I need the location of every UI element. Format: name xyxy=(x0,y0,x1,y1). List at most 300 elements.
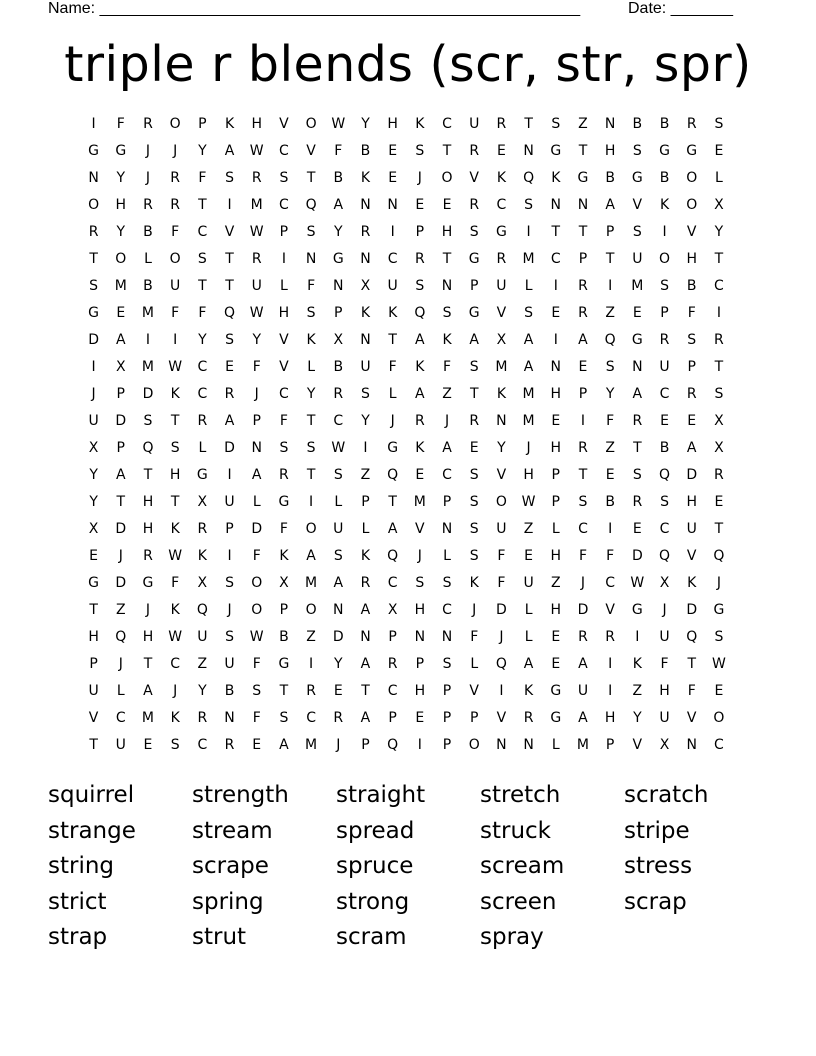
grid-letter: J xyxy=(118,548,123,564)
grid-letter: S xyxy=(714,386,724,402)
grid-letter: A xyxy=(115,332,126,348)
grid-letter: C xyxy=(197,386,208,402)
grid-letter: C xyxy=(442,602,452,618)
grid-letter: G xyxy=(468,305,480,321)
grid-letter: R xyxy=(414,251,425,267)
grid-letter: V xyxy=(686,224,697,240)
grid-letter: I xyxy=(309,494,314,510)
grid-letter: L xyxy=(252,494,261,510)
grid-letter: R xyxy=(578,440,588,456)
grid-row xyxy=(80,651,736,678)
grid-letter: T xyxy=(714,521,724,537)
grid-letter: S xyxy=(252,683,262,699)
grid-letter: C xyxy=(714,737,724,753)
grid-letter: N xyxy=(305,251,317,267)
word-bank-item: stripe xyxy=(624,817,690,844)
grid-letter: A xyxy=(143,683,153,699)
grid-letter: C xyxy=(387,683,398,699)
grid-letter: K xyxy=(442,332,452,348)
grid-letter: F xyxy=(470,629,479,645)
grid-letter: E xyxy=(578,359,588,375)
word-bank-item: spray xyxy=(480,924,544,951)
grid-letter: I xyxy=(227,467,232,483)
grid-letter: F xyxy=(116,116,125,132)
grid-letter: V xyxy=(306,143,316,159)
grid-letter: J xyxy=(145,602,151,618)
grid-letter: R xyxy=(469,143,480,159)
grid-letter: E xyxy=(660,413,669,429)
grid-letter: E xyxy=(89,548,99,564)
grid-letter: S xyxy=(524,305,534,321)
grid-letter: H xyxy=(550,386,562,402)
grid-letter: T xyxy=(551,224,561,240)
grid-letter: X xyxy=(714,440,724,456)
grid-letter: N xyxy=(251,440,262,456)
grid-letter: N xyxy=(496,737,507,753)
grid-letter: S xyxy=(197,251,207,267)
grid-row xyxy=(80,165,736,192)
grid-letter: H xyxy=(142,494,154,510)
grid-letter: S xyxy=(333,548,343,564)
grid-letter: P xyxy=(252,413,261,429)
grid-letter: A xyxy=(279,737,289,753)
grid-letter: C xyxy=(496,197,507,213)
grid-letter: Z xyxy=(632,683,643,699)
grid-letter: C xyxy=(306,710,316,726)
grid-letter: Q xyxy=(387,737,399,753)
grid-letter: U xyxy=(115,737,126,753)
grid-letter: R xyxy=(251,170,262,186)
grid-letter: P xyxy=(605,224,615,240)
grid-letter: N xyxy=(441,521,453,537)
grid-letter: E xyxy=(415,710,425,726)
grid-letter: T xyxy=(89,602,98,618)
grid-letter: F xyxy=(171,305,180,321)
grid-letter: R xyxy=(659,332,670,348)
grid-letter: R xyxy=(714,332,724,348)
grid-letter: J xyxy=(173,683,178,699)
grid-letter: I xyxy=(363,440,368,456)
grid-letter: E xyxy=(496,143,506,159)
grid-letter: A xyxy=(360,602,371,618)
grid-letter: M xyxy=(250,197,263,213)
grid-letter: X xyxy=(88,521,99,537)
grid-row xyxy=(80,543,736,570)
grid-letter: G xyxy=(468,251,480,267)
grid-letter: T xyxy=(225,278,234,294)
grid-letter: R xyxy=(578,278,588,294)
grid-letter: D xyxy=(577,602,589,618)
grid-letter: B xyxy=(605,170,615,186)
grid-letter: Q xyxy=(713,548,725,564)
grid-letter: I xyxy=(635,629,640,645)
word-search-grid xyxy=(80,111,736,759)
grid-letter: T xyxy=(306,467,316,483)
grid-letter: A xyxy=(333,197,344,213)
grid-letter: T xyxy=(170,494,180,510)
grid-letter: T xyxy=(687,656,696,672)
grid-letter: K xyxy=(687,575,697,591)
grid-letter: U xyxy=(496,278,507,294)
grid-letter: Z xyxy=(605,440,615,456)
grid-letter: R xyxy=(170,170,181,186)
word-bank-item: screen xyxy=(480,888,557,915)
grid-row xyxy=(80,273,736,300)
grid-letter: V xyxy=(632,197,643,213)
grid-letter: O xyxy=(115,251,127,267)
grid-letter: M xyxy=(141,305,155,321)
grid-letter: G xyxy=(278,656,290,672)
grid-letter: S xyxy=(524,197,534,213)
grid-row xyxy=(80,246,736,273)
grid-letter: C xyxy=(659,521,670,537)
grid-letter: C xyxy=(442,116,452,132)
grid-letter: P xyxy=(388,629,397,645)
grid-letter: L xyxy=(198,440,207,456)
grid-letter: V xyxy=(88,710,99,726)
grid-letter: O xyxy=(169,251,181,267)
grid-letter: I xyxy=(281,251,286,267)
grid-letter: Q xyxy=(387,467,399,483)
grid-letter: W xyxy=(331,440,346,456)
grid-letter: N xyxy=(88,170,99,186)
grid-letter: K xyxy=(632,656,642,672)
grid-letter: L xyxy=(470,656,479,672)
grid-letter: T xyxy=(198,278,207,294)
grid-letter: I xyxy=(417,737,422,753)
grid-letter: E xyxy=(388,143,398,159)
grid-letter: S xyxy=(469,494,479,510)
grid-letter: N xyxy=(441,629,453,645)
grid-letter: S xyxy=(442,575,452,591)
grid-letter: F xyxy=(334,143,343,159)
grid-letter: G xyxy=(495,224,507,240)
grid-letter: S xyxy=(632,467,642,483)
grid-letter: A xyxy=(251,467,262,483)
grid-letter: H xyxy=(278,305,290,321)
grid-letter: K xyxy=(496,386,506,402)
grid-row xyxy=(80,192,736,219)
grid-row xyxy=(80,408,736,435)
word-bank-item: strange xyxy=(48,817,136,844)
grid-letter: N xyxy=(577,197,589,213)
grid-letter: R xyxy=(197,710,208,726)
grid-letter: E xyxy=(524,548,534,564)
grid-row xyxy=(80,462,736,489)
grid-letter: S xyxy=(469,521,479,537)
grid-letter: J xyxy=(91,386,96,402)
grid-letter: M xyxy=(631,278,644,294)
grid-letter: B xyxy=(360,143,371,159)
grid-letter: P xyxy=(551,467,560,483)
grid-row xyxy=(80,138,736,165)
grid-letter: S xyxy=(714,116,724,132)
grid-letter: X xyxy=(714,197,724,213)
grid-letter: K xyxy=(415,440,425,456)
grid-letter: F xyxy=(606,548,615,564)
grid-letter: E xyxy=(714,143,724,159)
grid-letter: I xyxy=(716,305,721,321)
grid-letter: A xyxy=(333,575,344,591)
grid-letter: X xyxy=(659,737,670,753)
grid-letter: S xyxy=(442,305,452,321)
grid-letter: R xyxy=(686,116,697,132)
grid-letter: R xyxy=(251,251,262,267)
grid-letter: Q xyxy=(659,467,671,483)
grid-letter: L xyxy=(144,251,152,267)
grid-letter: G xyxy=(88,143,100,159)
grid-letter: Y xyxy=(198,143,207,159)
grid-letter: R xyxy=(360,224,371,240)
grid-letter: F xyxy=(687,305,696,321)
grid-letter: R xyxy=(333,386,344,402)
grid-row xyxy=(80,219,736,246)
grid-letter: Y xyxy=(116,224,126,240)
grid-letter: J xyxy=(472,602,477,618)
grid-letter: X xyxy=(360,278,371,294)
word-bank-item: spring xyxy=(192,888,264,915)
grid-letter: L xyxy=(524,602,533,618)
grid-letter: R xyxy=(605,629,616,645)
grid-letter: M xyxy=(141,710,155,726)
grid-letter: P xyxy=(578,386,588,402)
grid-letter: M xyxy=(522,386,535,402)
grid-letter: A xyxy=(578,332,588,348)
grid-letter: K xyxy=(524,683,534,699)
grid-letter: B xyxy=(143,278,153,294)
grid-letter: N xyxy=(523,143,534,159)
grid-letter: A xyxy=(523,359,534,375)
grid-letter: P xyxy=(469,278,479,294)
grid-letter: U xyxy=(659,710,670,726)
grid-letter: K xyxy=(415,116,425,132)
grid-letter: A xyxy=(523,332,534,348)
grid-letter: P xyxy=(605,737,615,753)
grid-letter: U xyxy=(224,494,235,510)
grid-letter: I xyxy=(526,224,531,240)
grid-letter: W xyxy=(249,143,264,159)
grid-letter: V xyxy=(224,224,235,240)
grid-letter: R xyxy=(143,116,153,132)
grid-letter: L xyxy=(307,359,315,375)
grid-letter: Z xyxy=(306,629,316,645)
grid-letter: H xyxy=(604,710,616,726)
grid-letter: Q xyxy=(523,170,535,186)
grid-letter: H xyxy=(142,521,154,537)
grid-letter: N xyxy=(604,116,616,132)
grid-letter: Z xyxy=(523,521,534,537)
grid-letter: F xyxy=(171,224,180,240)
grid-letter: O xyxy=(468,737,480,753)
grid-letter: P xyxy=(415,224,425,240)
grid-letter: Q xyxy=(224,305,236,321)
grid-letter: P xyxy=(361,737,370,753)
grid-letter: T xyxy=(170,413,180,429)
grid-letter: D xyxy=(686,602,698,618)
grid-letter: Y xyxy=(334,656,343,672)
grid-letter: C xyxy=(170,656,181,672)
grid-letter: F xyxy=(687,683,696,699)
grid-letter: P xyxy=(469,710,479,726)
grid-letter: Q xyxy=(115,629,127,645)
grid-letter: J xyxy=(417,170,422,186)
grid-letter: S xyxy=(714,629,724,645)
grid-letter: G xyxy=(196,467,208,483)
grid-letter: R xyxy=(88,224,99,240)
grid-letter: S xyxy=(279,440,289,456)
grid-letter: H xyxy=(414,683,426,699)
grid-letter: S xyxy=(415,278,425,294)
grid-letter: S xyxy=(333,467,343,483)
grid-letter: M xyxy=(305,575,318,591)
grid-letter: I xyxy=(608,683,613,699)
word-bank-item: straight xyxy=(336,782,426,808)
grid-letter: V xyxy=(686,710,697,726)
grid-letter: K xyxy=(659,197,670,213)
grid-letter: L xyxy=(334,494,343,510)
grid-letter: S xyxy=(306,305,316,321)
grid-letter: C xyxy=(578,521,588,537)
grid-letter: A xyxy=(360,710,371,726)
grid-letter: D xyxy=(142,386,154,402)
grid-letter: S xyxy=(225,629,234,645)
grid-letter: R xyxy=(578,629,588,645)
grid-letter: S xyxy=(660,494,669,510)
grid-letter: T xyxy=(388,332,397,348)
grid-letter: Z xyxy=(360,467,371,483)
grid-letter: S xyxy=(632,143,642,159)
grid-letter: F xyxy=(252,656,261,672)
grid-letter: F xyxy=(497,548,506,564)
grid-letter: D xyxy=(115,575,127,591)
grid-row xyxy=(80,327,736,354)
grid-letter: E xyxy=(252,737,262,753)
grid-letter: F xyxy=(279,413,288,429)
grid-letter: Q xyxy=(686,629,698,645)
grid-letter: E xyxy=(551,305,561,321)
grid-letter: U xyxy=(496,521,507,537)
grid-row xyxy=(80,381,736,408)
grid-letter: W xyxy=(521,494,536,510)
grid-letter: P xyxy=(388,710,397,726)
grid-letter: H xyxy=(659,683,670,699)
grid-letter: R xyxy=(496,251,507,267)
grid-letter: S xyxy=(469,359,479,375)
grid-letter: A xyxy=(605,197,615,213)
grid-letter: X xyxy=(197,494,208,510)
grid-letter: A xyxy=(115,467,126,483)
grid-letter: V xyxy=(632,737,643,753)
grid-letter: U xyxy=(88,683,99,699)
grid-letter: V xyxy=(469,683,479,699)
grid-letter: H xyxy=(115,197,127,213)
grid-letter: W xyxy=(249,305,264,321)
grid-letter: L xyxy=(361,521,370,537)
grid-letter: R xyxy=(496,116,507,132)
grid-letter: S xyxy=(170,440,180,456)
word-bank-item: scratch xyxy=(624,782,709,808)
grid-letter: V xyxy=(279,359,289,375)
grid-letter: V xyxy=(469,170,479,186)
grid-letter: S xyxy=(361,386,370,402)
grid-letter: W xyxy=(168,359,183,375)
grid-letter: R xyxy=(224,386,235,402)
grid-letter: Q xyxy=(305,197,317,213)
grid-letter: D xyxy=(115,521,127,537)
grid-letter: N xyxy=(387,197,398,213)
grid-letter: G xyxy=(142,575,154,591)
grid-letter: K xyxy=(197,548,207,564)
grid-letter: U xyxy=(469,116,480,132)
grid-letter: Y xyxy=(89,494,98,510)
grid-letter: R xyxy=(714,467,724,483)
grid-letter: O xyxy=(305,116,317,132)
grid-letter: E xyxy=(551,413,561,429)
grid-letter: A xyxy=(442,440,452,456)
grid-letter: T xyxy=(279,683,289,699)
grid-letter: L xyxy=(715,170,723,186)
grid-letter: N xyxy=(414,629,426,645)
grid-letter: E xyxy=(714,494,724,510)
grid-letter: Y xyxy=(497,440,506,456)
grid-letter: R xyxy=(306,683,316,699)
grid-letter: S xyxy=(578,494,588,510)
grid-row xyxy=(80,354,736,381)
grid-letter: A xyxy=(578,710,588,726)
grid-letter: H xyxy=(88,629,99,645)
grid-letter: R xyxy=(469,413,480,429)
grid-letter: J xyxy=(526,440,531,456)
grid-letter: U xyxy=(224,656,235,672)
grid-letter: U xyxy=(333,521,344,537)
grid-letter: L xyxy=(524,629,533,645)
grid-letter: P xyxy=(442,683,452,699)
grid-letter: I xyxy=(390,224,395,240)
grid-letter: I xyxy=(608,278,613,294)
grid-letter: D xyxy=(115,413,127,429)
grid-letter: M xyxy=(114,278,127,294)
grid-letter: H xyxy=(604,143,616,159)
grid-letter: E xyxy=(687,413,697,429)
grid-letter: Q xyxy=(604,332,616,348)
grid-letter: L xyxy=(443,548,451,564)
grid-letter: J xyxy=(716,575,721,591)
grid-letter: P xyxy=(361,494,370,510)
grid-letter: J xyxy=(173,143,178,159)
grid-letter: G xyxy=(278,494,290,510)
grid-letter: C xyxy=(387,575,398,591)
grid-letter: T xyxy=(361,683,370,699)
grid-letter: I xyxy=(173,332,178,348)
grid-letter: R xyxy=(578,305,588,321)
grid-letter: X xyxy=(496,332,507,348)
grid-letter: R xyxy=(387,656,398,672)
grid-letter: U xyxy=(197,629,208,645)
grid-letter: U xyxy=(659,359,670,375)
grid-letter: W xyxy=(711,656,726,672)
grid-letter: M xyxy=(522,251,535,267)
grid-letter: E xyxy=(605,467,615,483)
grid-letter: U xyxy=(523,575,534,591)
grid-letter: G xyxy=(332,251,344,267)
grid-letter: F xyxy=(307,278,316,294)
grid-letter: N xyxy=(441,278,453,294)
grid-letter: K xyxy=(496,170,506,186)
grid-letter: T xyxy=(306,413,316,429)
grid-letter: S xyxy=(415,575,425,591)
grid-row xyxy=(80,732,736,759)
grid-letter: V xyxy=(496,305,507,321)
